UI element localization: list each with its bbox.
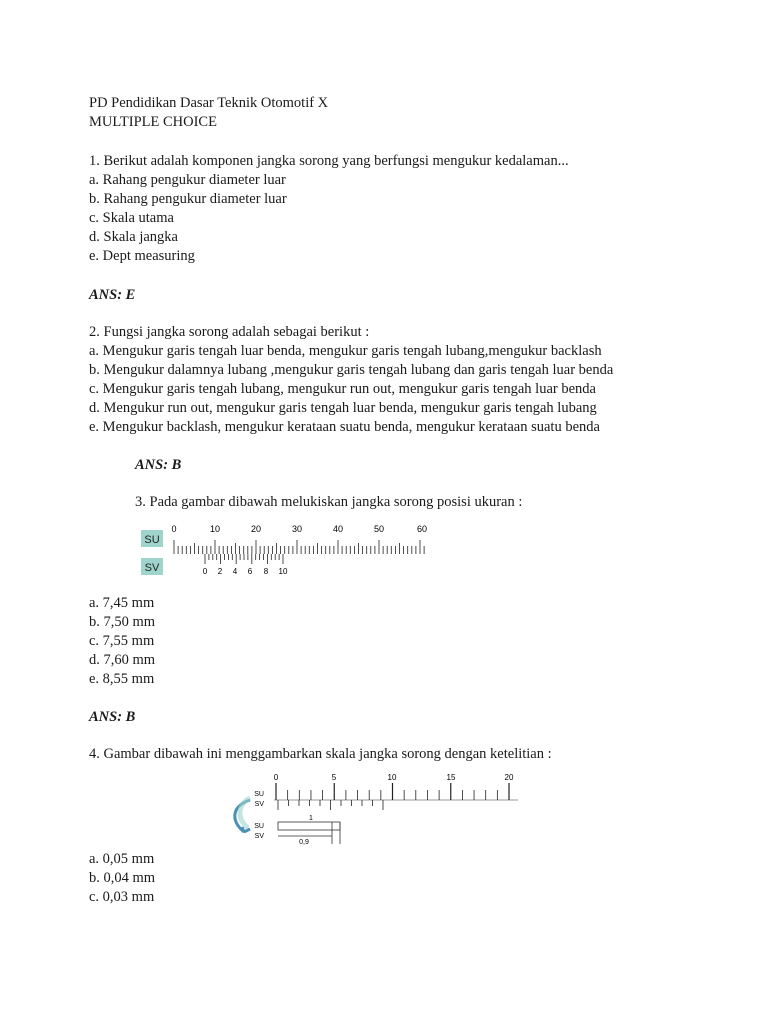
main-scale-label: 5 [331,773,337,782]
q2-option-b: b. Mengukur dalamnya lubang ,mengukur garis tengah lubang dan garis tengah luar benda [89,362,614,378]
q1-option-a: a. Rahang pengukur diameter luar [89,172,286,188]
vernier-caliper-figure-q3 [138,518,438,580]
vernier-scale-label: 8 [263,567,269,576]
main-scale-label: 50 [373,524,385,534]
vernier-scale-label: 6 [247,567,253,576]
document-title: PD Pendidikan Dasar Teknik Otomotif X [89,95,329,111]
detail-vernier-value: 0,9 [299,839,309,846]
q1-option-b: b. Rahang pengukur diameter luar [89,191,287,207]
vernier-scale-label: 4 [232,567,238,576]
q4-option-a: a. 0,05 mm [89,851,155,867]
sv-label-detail: SV [254,833,264,840]
su-label: SU [254,791,264,798]
q3-option-b: b. 7,50 mm [89,614,156,630]
q2-answer: ANS: B [135,457,182,473]
vernier-scale-label: 10 [278,567,288,576]
main-scale-label: 60 [416,524,428,534]
question-1-text: 1. Berikut adalah komponen jangka sorong yang berfungsi mengukur kedalaman... [89,153,569,169]
sv-label: SV [144,562,160,574]
vernier-scale-ticks [205,554,283,564]
question-4-text: 4. Gambar dibawah ini menggambarkan skala jangka sorong dengan ketelitian : [89,746,552,762]
q1-option-c: c. Skala utama [89,210,174,226]
main-scale-label: 10 [387,773,397,782]
main-scale-ticks [174,540,424,554]
main-scale-ticks [276,783,509,800]
q2-option-d: d. Mengukur run out, mengukur garis tengah luar benda, mengukur garis tengah lubang [89,400,597,416]
q2-option-a: a. Mengukur garis tengah luar benda, mengukur garis tengah lubang,mengukur backlash [89,343,602,359]
q2-option-e: e. Mengukur backlash, mengukur kerataan suatu benda, mengukur kerataan suatu benda [89,419,600,435]
q3-option-e: e. 8,55 mm [89,671,155,687]
detail-main-value: 1 [309,815,313,822]
q3-answer: ANS: B [89,709,136,725]
main-scale-label: 20 [250,524,262,534]
q1-option-e: e. Dept measuring [89,248,195,264]
vernier-scale-ticks [278,800,383,810]
su-label-detail: SU [254,823,264,830]
vernier-scale-label: 0 [202,567,208,576]
question-3-text: 3. Pada gambar dibawah melukiskan jangka sorong posisi ukuran : [135,494,523,510]
vernier-scale-label: 2 [217,567,223,576]
su-label: SU [144,534,160,546]
q2-option-c: c. Mengukur garis tengah lubang, mengukur run out, mengukur garis tengah luar benda [89,381,596,397]
q3-option-a: a. 7,45 mm [89,595,155,611]
main-scale-label: 40 [332,524,344,534]
section-heading: MULTIPLE CHOICE [89,114,217,130]
question-2-text: 2. Fungsi jangka sorong adalah sebagai berikut : [89,324,370,340]
vernier-caliper-figure-q4 [228,770,528,848]
main-scale-label: 30 [291,524,303,534]
q1-answer: ANS: E [89,287,136,303]
q4-option-c: c. 0,03 mm [89,889,155,905]
main-scale-label: 15 [446,773,456,782]
detail-main-bar [278,822,340,830]
curved-arrow-shadow [240,798,250,828]
q4-option-b: b. 0,04 mm [89,870,156,886]
main-scale-label: 10 [209,524,221,534]
q1-option-d: d. Skala jangka [89,229,178,245]
sv-label: SV [254,801,264,808]
main-scale-label: 0 [171,524,177,534]
q3-option-c: c. 7,55 mm [89,633,155,649]
main-scale-label: 0 [273,773,279,782]
main-scale-label: 20 [504,773,514,782]
q3-option-d: d. 7,60 mm [89,652,156,668]
